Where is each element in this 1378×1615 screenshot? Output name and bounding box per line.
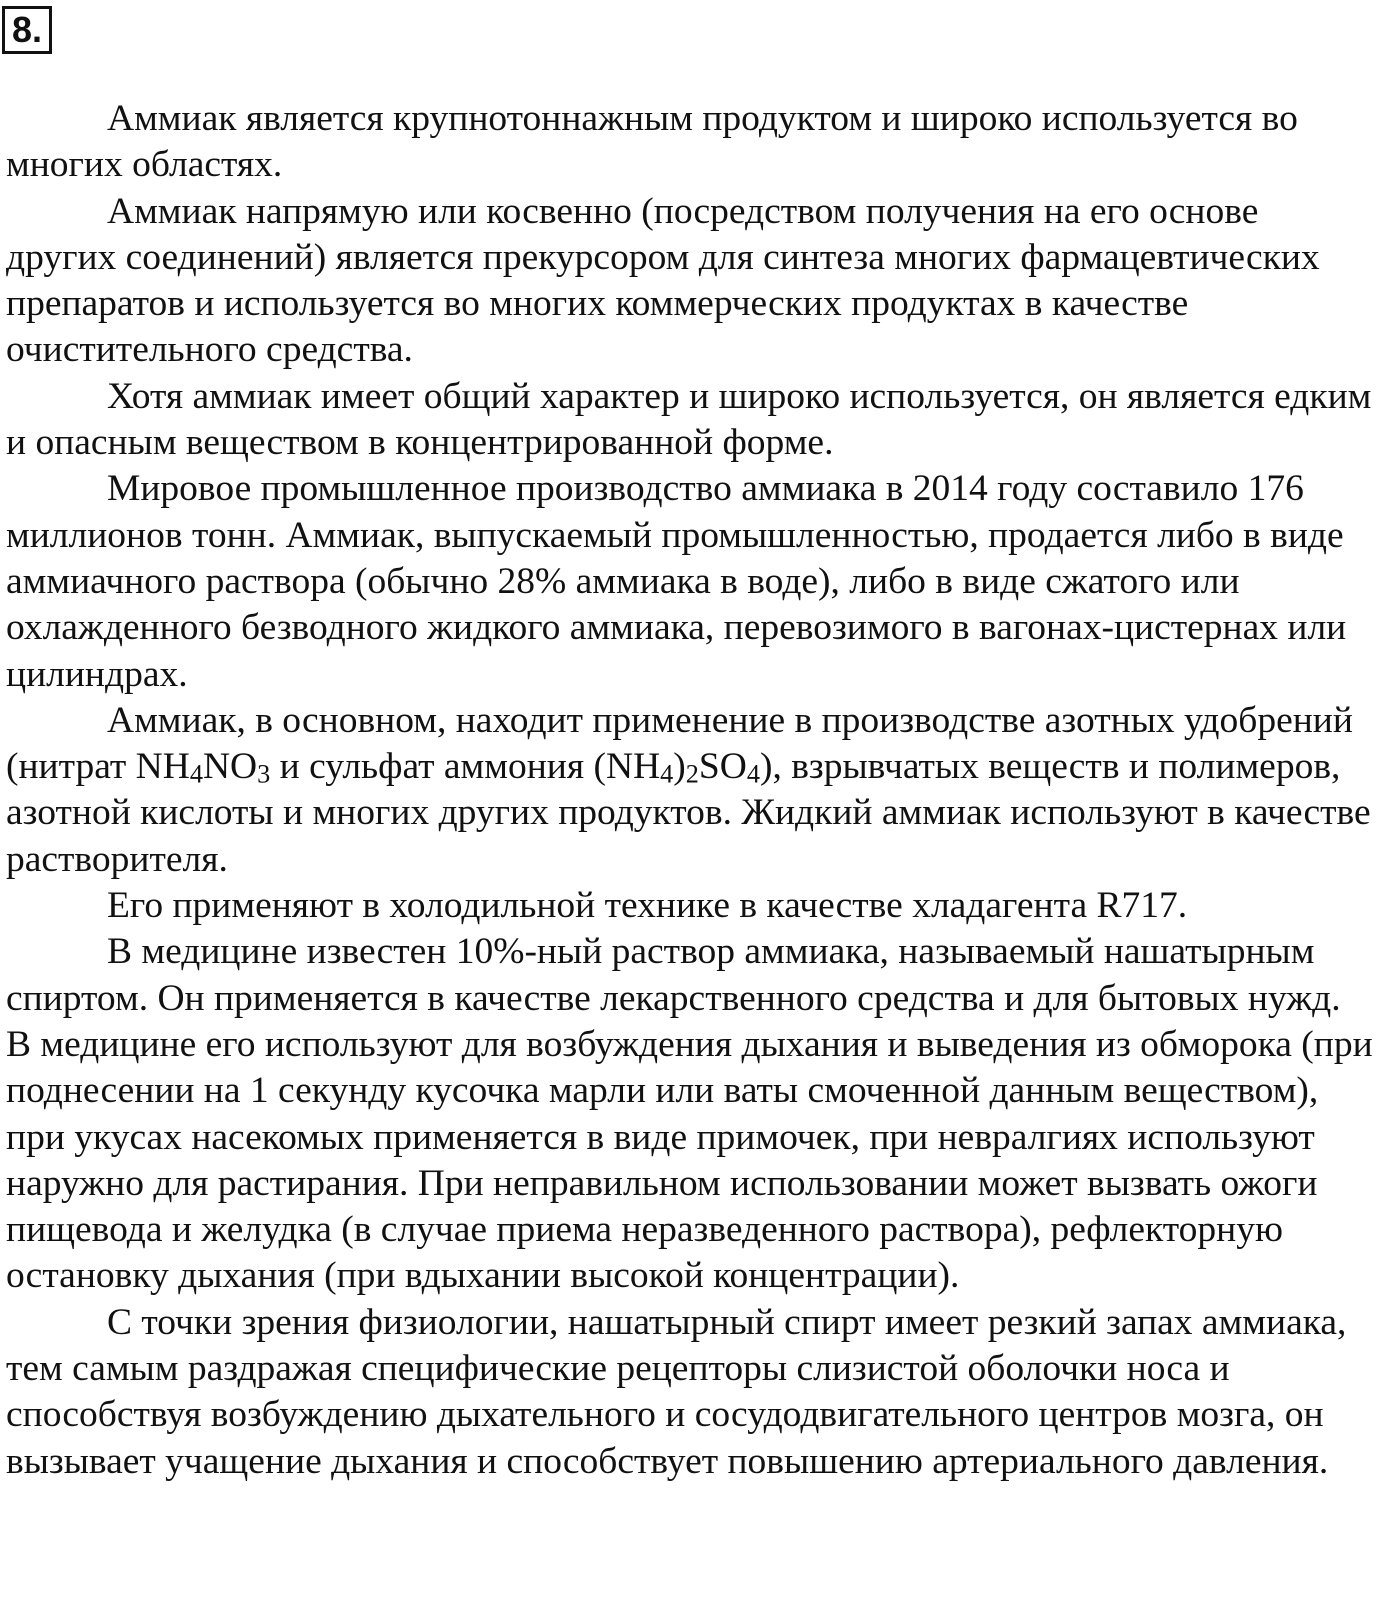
paragraph-5-text-end: ), взрывчатых веществ и полимеров, азотной кислоты и многих других продуктов. Жидкий аммиак используют в качестве растворителя. [6, 746, 1371, 880]
formula-subscript: 3 [257, 759, 271, 789]
paragraph-5-text-start: Аммиак, в основном, находит применение в производстве азотных удобрений (нитрат [6, 699, 1353, 788]
paragraph-7: В медицине известен 10%-ный раствор аммиака, называемый нашатырным спиртом. Он применяется в качестве лекарственного средства и для бытовых нужд. В медицине его используют для возбуждения дыхания и выведения из обморока (при поднесении на 1 секунду кусочка марли или ваты смоченной данным веществом), при укусах насекомых применяется в виде примочек, при невралгиях используют наружно для растирания. При неправильном использовании может вызвать ожоги пищевода и желудка (в случае приема неразведенного раствора), рефлекторную остановку дыхания (при вдыхании высокой концентрации). [6, 931, 1373, 1297]
paragraph-5-text-middle: и сульфат аммония [270, 746, 594, 788]
paragraph-3: Хотя аммиак имеет общий характер и широко используется, он является едким и опасным веществом в концентрированной форме. [6, 375, 1372, 464]
paragraph-4: Мировое промышленное производство аммиака в 2014 году составило 176 миллионов тонн. Аммиак, выпускаемый промышленностью, продается либо в виде аммиачного раствора (обычно 28% аммиака в воде), либо в виде сжатого или охлажденного безводного жидкого аммиака, перевозимого в вагонах-цистернах или цилиндрах. [6, 468, 1347, 695]
formula-part: NH [135, 746, 190, 788]
formula-subscript: 2 [685, 759, 699, 789]
formula-part: NO [202, 746, 258, 788]
task-number-box: 8. [2, 6, 52, 54]
document-body [6, 96, 1374, 1485]
formula-subscript: 4 [746, 759, 760, 789]
nitrate-formula [136, 746, 271, 787]
formula-part: (NH [593, 746, 661, 788]
formula-part: ) [673, 746, 686, 788]
formula-part: SO [698, 746, 747, 788]
paragraph-6: Его применяют в холодильной технике в качестве хладагента R717. [107, 885, 1188, 927]
paragraph-2: Аммиак напрямую или косвенно (посредством получения на его основе других соединений) является прекурсором для синтеза многих фармацевтических препаратов и используется во многих коммерческих продуктах в качестве очистительного средства. [6, 190, 1320, 371]
formula-subscript: 4 [660, 759, 674, 789]
sulfate-formula [594, 746, 760, 787]
paragraph-8: С точки зрения физиологии, нашатырный спирт имеет резкий запах аммиака, тем самым раздражая специфические рецепторы слизистой оболочки носа и способствуя возбуждению дыхательного и сосудодвигательного центров мозга, он вызывает учащение дыхания и способствует повышению артериального давления. [6, 1301, 1347, 1482]
paragraph-5 [6, 698, 1374, 883]
formula-subscript: 4 [189, 759, 203, 789]
paragraph-1: Аммиак является крупнотоннажным продуктом и широко используется во многих областях. [6, 98, 1298, 186]
